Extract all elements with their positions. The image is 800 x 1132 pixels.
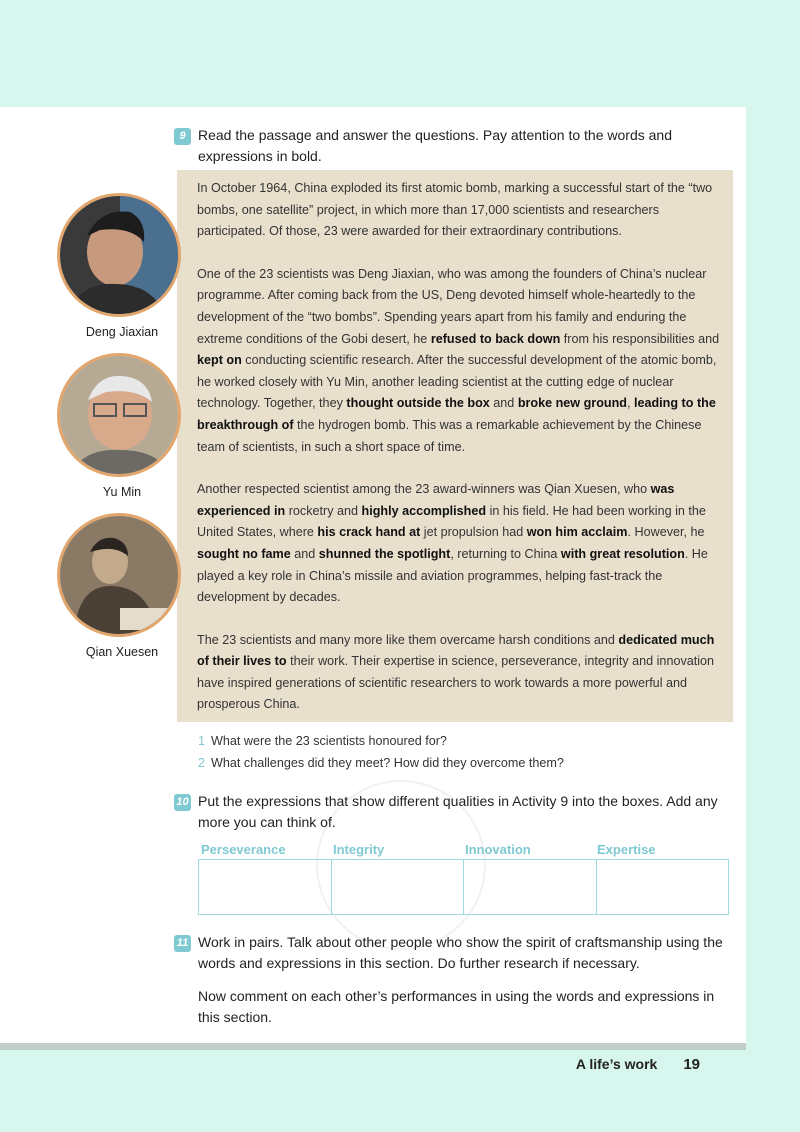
column-header-innovation: Innovation [465, 842, 531, 857]
page-footer [576, 1056, 700, 1073]
page-number: 19 [683, 1056, 700, 1073]
bold-expression: with great resolution [560, 546, 685, 561]
bold-expression: dedicated much of their lives to [197, 632, 715, 669]
bold-expression: sought no fame [197, 546, 291, 561]
reading-passage [177, 170, 733, 722]
activity-9-instruction: Read the passage and answer the questions. Pay attention to the words and expressions in bold. [198, 127, 672, 164]
bold-expression: was experienced in [197, 482, 675, 518]
passage-paragraph-4: The 23 scientists and many more like them overcame harsh conditions and dedicated much of their lives to their work. Their expertise in science, perseverance, integrity and innovation have inspired generations of scientific researchers to work towards a more powerful and prosperous China. [197, 632, 715, 712]
portrait-qian-xuesen [57, 513, 181, 637]
question-item: 1 What were the 23 scientists honoured for? [198, 734, 447, 748]
activity-11-followup: Now comment on each other’s performances in using the words and expressions in this section. [198, 988, 715, 1025]
passage-paragraph-3: Another respected scientist among the 23 award-winners was Qian Xuesen, who was experienced in rocketry and highly accomplished in his field. He had been working in the United States, where his crack hand at jet propulsion had won him acclaim. However, he sought no fame and shunned the spotlight, returning to China with great resolution. He played a key role in China’s missile and aviation programmes, helping fast-track the development by decades. [197, 482, 708, 605]
column-header-perseverance: Perseverance [201, 842, 286, 857]
answer-box-innovation[interactable] [464, 860, 597, 914]
bottom-rule [0, 1043, 746, 1050]
activity-10-number: 10 [174, 794, 191, 811]
activity-10-instruction: Put the expressions that show different qualities in Activity 9 into the boxes. Add any more you can think of. [198, 793, 718, 830]
caption-deng-jiaxian: Deng Jiaxian [85, 325, 159, 339]
answer-box-integrity[interactable] [332, 860, 465, 914]
portrait-yu-min [57, 353, 181, 477]
bold-expression: his crack hand at [317, 525, 421, 540]
bold-expression: thought outside the box [346, 396, 490, 411]
bold-expression: won him acclaim [526, 525, 628, 540]
question-item: 2 What challenges did they meet? How did they overcome them? [198, 756, 564, 770]
bold-expression: highly accomplished [361, 503, 487, 518]
bold-expression: leading to the breakthrough of [197, 396, 716, 432]
activity-11-instruction: Work in pairs. Talk about other people who show the spirit of craftsmanship using the words and expressions in this section. Do further research if necessary. [198, 934, 723, 971]
passage-paragraph-1: In October 1964, China exploded its first atomic bomb, marking a successful start of the “two bombs, one satellite” project, in which more than 17,000 scientists and researchers participated. Of those, 23 were awarded for their extraordinary contributions. [197, 181, 713, 239]
column-header-integrity: Integrity [333, 842, 385, 857]
bold-expression: kept on [197, 353, 242, 368]
activity-9-number: 9 [174, 128, 191, 145]
qualities-table [198, 842, 729, 915]
bold-expression: broke new ground [517, 396, 627, 411]
column-header-expertise: Expertise [597, 842, 656, 857]
questions-list [198, 730, 564, 774]
caption-qian-xuesen: Qian Xuesen [85, 645, 159, 659]
section-title: A life’s work [575, 1056, 658, 1072]
bold-expression: shunned the spotlight [318, 546, 451, 561]
bold-expression: refused to back down [430, 331, 561, 346]
answer-box-expertise[interactable] [597, 860, 729, 914]
passage-paragraph-2: One of the 23 scientists was Deng Jiaxian, who was among the founders of China’s nuclear programme. After coming back from the US, Deng devoted himself whole-heartedly to the development of the “two bombs”. Spending years apart from his family and enduring the extreme conditions of the Gobi desert, he refused to back down from his responsibilities and kept on conducting scientific research. After the successful development of the atomic bomb, he worked closely with Yu Min, another leading scientist at the cutting edge of nuclear technology. Together, they thought outside the box and broke new ground, leading to the breakthrough of the hydrogen bomb. This was a remarkable achievement by the Chinese team of scientists, in such a short space of time. [197, 266, 720, 454]
caption-yu-min: Yu Min [102, 485, 142, 499]
answer-box-perseverance[interactable] [199, 860, 332, 914]
portrait-deng-jiaxian [57, 193, 181, 317]
activity-11-number: 11 [174, 935, 191, 952]
